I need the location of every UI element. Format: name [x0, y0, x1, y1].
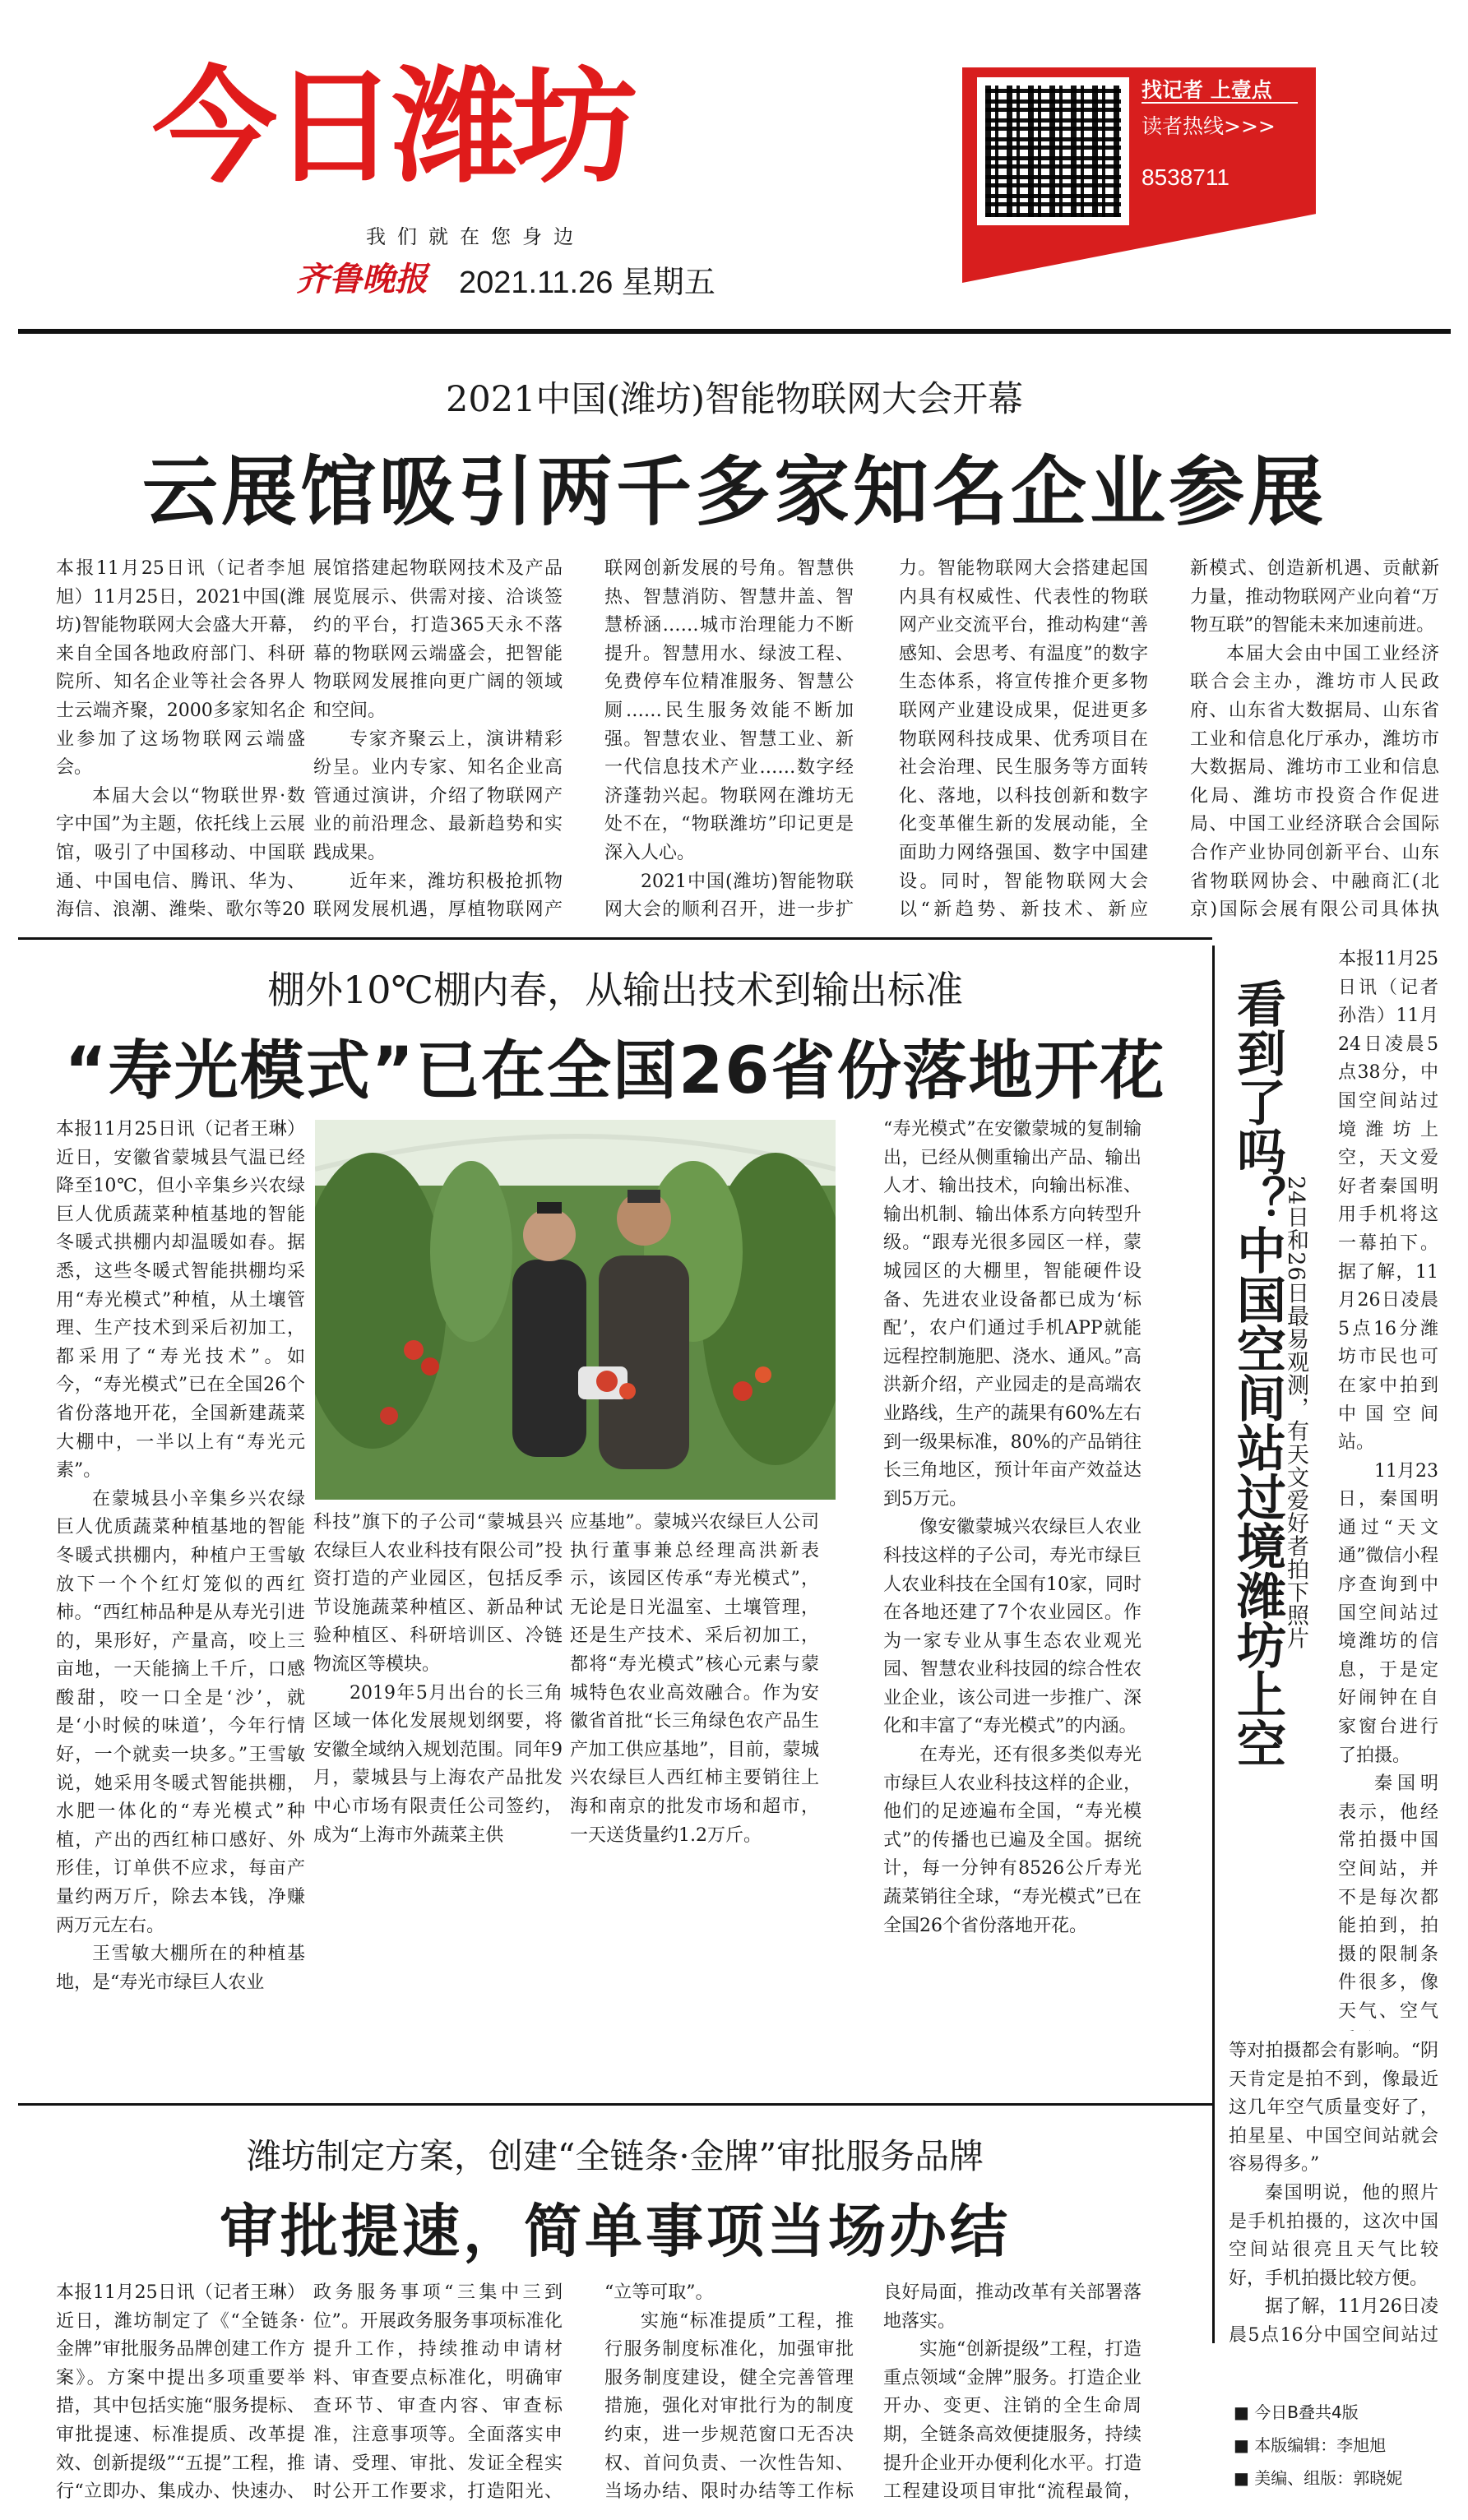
footer-designer-text: 美编、组版：郭晓妮 — [1254, 2468, 1403, 2488]
article3-col1 — [56, 2279, 305, 2509]
article2-col-right-text-para: 像安徽蒙城兴农绿巨人农业科技这样的子公司，寿光市绿巨人农业科技在全国有10家，同时在各地还建了7个农业园区。作为一家专业从事生态农业观光园、智慧农业科技园的综合性农业企业，该公司进一步推广、深化和丰富了“寿光模式”的内涵。 — [883, 1517, 1142, 1737]
footer-editor-text: 本版编辑：李旭旭 — [1254, 2435, 1387, 2455]
article2-col-mid1-text-para: 科技”旗下的子公司“蒙城县兴农绿巨人农业科技有限公司”投资打造的产业园区，包括反季节设施蔬菜种植区、新品种试验种植区、科研培训区、冷链物流区等模块。 — [313, 1512, 563, 1675]
article4-col-bottom — [1229, 2037, 1438, 2350]
footer-designer: ■ 美编、组版：郭晓妮 — [1234, 2468, 1403, 2488]
article1-headline: 云展馆吸引两千多家知名企业参展 — [141, 448, 1327, 536]
article2-col-right-text-para: 在寿光，还有很多类似寿光市绿巨人农业科技这样的企业，他们的足迹遍布全国，“寿光模式”的传播也已遍及全国。据统计，每一分钟有8526公斤寿光蔬菜销往全球，“寿光模式”已在全国26个省份落地开花。 — [883, 1745, 1142, 1936]
issue-date: 2021.11.26 星期五 — [459, 266, 715, 300]
article1-col2 — [313, 555, 563, 927]
article2-col-left-text-para: 本报11月25日讯（记者王琳）近日，安徽省蒙城县气温已经降至10℃，但小辛集乡兴农绿巨人优质蔬菜种植基地的智能冬暖式拱棚内却温暖如春。据悉，这些冬暖式智能拱棚均采用“寿光模式”种植，从土壤管理、生产技术到采后初加工，都采用了“寿光技术”。如今，“寿光模式”已在全国26个省份落地开花，全国新建蔬菜大棚中，一半以上有“寿光元素”。 — [56, 1119, 305, 1482]
greenhouse-photo-image — [315, 1120, 836, 1500]
article4-left-rule — [1212, 946, 1215, 2343]
article1-col2-text-para: 专家齐聚云上，演讲精彩纷呈。业内专家、知名企业高管通过演讲，介绍了物联网产业的前沿理念、最新趋势和实践成果。 — [313, 728, 563, 863]
article2-col-left-text-para: 王雪敏大棚所在的种植基地，是“寿光市绿巨人农业 — [56, 1944, 305, 1993]
article4-col-bottom-text-para: 等对拍摄都会有影响。“阴天肯定是拍不到，像最近这几年空气质量变好了，拍星星、中国空间站就会容易得多。” — [1229, 2041, 1438, 2176]
masthead-slogan: 我们就在您身边 — [366, 225, 585, 248]
masthead-name: 今日潍坊 — [152, 54, 632, 200]
article1-col5 — [1190, 555, 1439, 927]
qr-code-icon[interactable] — [977, 77, 1129, 225]
article4-col-top-text-para: 秦国明表示，他经常拍摄中国空间站，并不是每次都能拍到，拍摄的限制条件很多，像天气、空气 — [1338, 1773, 1438, 2022]
article4-col-top-text-para: 11月23日，秦国明通过“天文通”微信小程序查询到中国空间站过境潍坊的信息，于是定好闹钟在自家窗台进行了拍摄。 — [1338, 1460, 1438, 1766]
article1-col2-text-para: 近年来，潍坊积极抢抓物联网发展机遇，厚植物联网产 — [313, 871, 563, 921]
article3-col3-text-para: 实施“标准提质”工程，推行服务制度标准化，加强审批服务制度建设，健全完善管理措施，强化对审批行为的制度约束，进一步规范窗口无否决权、首问负责、一次性告知、当场办结、限时办结等工作标 — [604, 2310, 854, 2503]
article4-headline: 看到了吗？中国空间站过境潍坊上空 — [1229, 978, 1286, 1768]
hotline-divider — [1142, 102, 1298, 104]
article2-col-mid1 — [313, 1509, 563, 2094]
greenhouse-photo — [315, 1120, 836, 1500]
article3-col1-text-para: 本报11月25日讯（记者王琳）近日，潍坊制定了《“全链条·金牌”审批服务品牌创建工作方案》。方案中提出多项重要举措，其中包括实施“服务提标、审批提速、标准提质、改革提效、创新提级”“五提”工程，推行“立即办、集成办、快速办、 — [56, 2282, 305, 2503]
article3-col4-text-para: 实施“创新提级”工程，打造重点领域“金牌”服务。打造企业开办、变更、注销的全生命周期，全链条高效便捷服务，持续提升企业开办便利化水平。打造工程建设项目审批“流程最简， — [883, 2339, 1142, 2503]
article1-bottom-rule — [18, 937, 1212, 940]
top-rule — [18, 329, 1451, 334]
article4-col-top-text-para: 本报11月25日讯（记者孙浩）11月24日凌晨5点38分，中国空间站过境潍坊上空，天文爱好者秦国明用手机将这一幕拍下。据了解，11月26日凌晨5点16分潍坊市民也可在家中拍到中国空间站。 — [1338, 949, 1438, 1454]
article2-col-mid2-text: 应基地”。蒙城兴农绿巨人公司执行董事兼总经理高洪新表示，该园区传承“寿光模式”，无论是日光温室、土壤管理，还是生产技术、采后初加工，都将“寿光模式”核心元素与蒙城特色农业高效融合。作为安徽省首批“长三角绿色农产品生产加工供应基地”，目前，蒙城兴农绿巨人西红柿主要销往上海和南京的批发市场和超市，一天送货量约1.2万斤。 — [570, 1512, 819, 1846]
article1-col1-text-para: 本届大会以“物联世界·数字中国”为主题，依托线上云展馆，吸引了中国移动、中国联通、中国电信、腾讯、华为、海信、浪潮、潍柴、歌尔等20 — [56, 785, 305, 921]
article1-col3-text-para: 联网创新发展的号角。智慧供热、智慧消防、智慧井盖、智慧桥涵……城市治理能力不断提升。智慧用水、绿波工程、免费停车位精准服务、智慧公厕……民生服务效能不断加强。智慧农业、智慧工业、新一代信息技术产业……数字经济蓬勃兴起。物联网在潍坊无处不在，“物联潍坊”印记更是深入人心。 — [604, 558, 854, 863]
article3-col2 — [313, 2279, 563, 2509]
article2-col-left-text-para: 在蒙城县小辛集乡兴农绿巨人优质蔬菜种植基地的智能冬暖式拱棚内，种植户王雪敏放下一个个红灯笼似的西红柿。“西红柿品种是从寿光引进的，果形好，产量高，咬上三亩地，一天能摘上千斤，口感酸甜，咬一口全是‘沙’，就是‘小时候的味道’，今年行情好，一个就卖一块多。”王雪敏说，她采用冬暖式智能拱棚，水肥一体化的“寿光模式”种植，产出的西红柿口感好、外形佳，订单供不应求，每亩产量约两万斤，除去本钱，净赚两万元左右。 — [56, 1488, 305, 1936]
find-reporter-text: 找记者 上壹点 — [1142, 78, 1272, 102]
article1-col1-text-para: 本报11月25日讯（记者李旭旭）11月25日，2021中国(潍坊)智能物联网大会盛大开幕，来自全国各地政府部门、科研院所、知名企业等社会各界人士云端齐聚，2000多家知名企业参加了这场物联网云端盛会。 — [56, 558, 305, 779]
article3-col3-text-para: “立等可取”。 — [604, 2282, 714, 2303]
article1-col3-text-para: 2021中国(潍坊)智能物联网大会的顺利召开，进一步扩 — [604, 871, 854, 921]
article4-col-bottom-text-para: 秦国明说，他的照片是手机拍摄的，这次中国空间站很亮且天气比较好，手机拍摄比较方便。 — [1229, 2182, 1438, 2289]
article2-col-left — [56, 1116, 305, 2094]
hotline-number: 8538711 — [1142, 164, 1230, 190]
article3-col3 — [604, 2279, 854, 2509]
article1-col4 — [899, 555, 1148, 927]
hotline-label: 读者热线>>> — [1142, 114, 1276, 138]
article3-headline: 审批提速，简单事项当场办结 — [220, 2198, 1011, 2265]
article1-kicker: 2021中国(潍坊)智能物联网大会开幕 — [446, 379, 1023, 420]
article1-col5-text-para: 本届大会由中国工业经济联合会主办，潍坊市人民政府、山东省大数据局、山东省工业和信息化厅承办，潍坊市大数据局、潍坊市工业和信息化局、潍坊市投资合作促进局、中国工业经济联合会国际合作产业协同创新平台、山东省物联网协会、中融商汇(北京)国际会展有限公司具体执 — [1190, 643, 1439, 921]
article4-subhead: 24日和26日最易观测，有天文爱好者拍下照片 — [1283, 1176, 1308, 1650]
article2-headline: “寿光模式”已在全国26省份落地开花 — [64, 1034, 1166, 1108]
article2-col-right — [883, 1116, 1142, 2094]
article3-col4-text-para: 良好局面，推动改革有关部署落地落实。 — [883, 2282, 1142, 2332]
article1-col3 — [604, 555, 854, 927]
article4-col-bottom-text-para: 据了解，11月26日凌晨5点16分中国空间站过 — [1229, 2296, 1438, 2346]
article2-col-mid1-text-para: 2019年5月出台的长三角区域一体化发展规划纲要，将安徽全域纳入规划范围。同年9月，蒙城县与上海农产品批发中心市场有限责任公司签约，成为“上海市外蔬菜主供 — [313, 1682, 563, 1846]
article1-col5-text-para: 新模式、创造新机遇、贡献新力量，推动物联网产业向着“万物互联”的智能未来加速前进。 — [1190, 558, 1439, 636]
article1-col4-text: 力。智能物联网大会搭建起国内具有权威性、代表性的物联网产业交流平台，推动构建“善感知、会思考、有温度”的数字生态体系，将宣传推介更多物联网产业建设成果，促进更多物联网科技成果、优秀项目在社会治理、民生服务等方面转化、落地，以科技创新和数字化变革催生新的发展动能，全面助力网络强国、数字中国建设。同时，智能物联网大会以“新趋势、新技术、新应 — [899, 558, 1148, 921]
article4-col-top — [1338, 946, 1438, 2031]
article1-col2-text-para: 展馆搭建起物联网技术及产品展览展示、供需对接、洽谈签约的平台，打造365天永不落幕的物联网云端盛会，把智能物联网发展推向更广阔的领域和空间。 — [313, 558, 563, 721]
article1-col1 — [56, 555, 305, 927]
footer-pages: ■ 今日B叠共4版 — [1234, 2402, 1359, 2422]
footer-editor: ■ 本版编辑：李旭旭 — [1234, 2435, 1387, 2455]
footer-pages-text: 今日B叠共4版 — [1254, 2402, 1359, 2422]
paper-name-logo: 齐鲁晚报 — [296, 260, 428, 298]
article2-kicker: 棚外10℃棚内春，从输出技术到输出标准 — [267, 968, 963, 1012]
article2-col-mid2 — [570, 1509, 819, 2094]
article3-col4 — [883, 2279, 1142, 2509]
article3-kicker: 潍坊制定方案，创建“全链条·金牌”审批服务品牌 — [246, 2136, 984, 2176]
article2-col-right-text-para: “寿光模式”在安徽蒙城的复制输出，已经从侧重输出产品、输出人才、输出技术，向输出标准、输出机制、输出体系方向转型升级。“跟寿光很多园区一样，蒙城园区的大棚里，智能硬件设备、先进农业设备都已成为‘标配’，农户们通过手机APP就能远程控制施肥、浇水、通风。”高洪新介绍，产业园走的是高端农业路线，生产的蔬果有60%左右到一级果标准，80%的产品销往长三角地区，预计年亩产效益达到5万元。 — [883, 1119, 1142, 1510]
article3-col2-text-para: 政务服务事项“三集中三到位”。开展政务服务事项标准化提升工作，持续推动申请材料、审查要点标准化，明确审查环节、审查内容、审查标准，注意事项等。全面落实申请、受理、审批、发证全程实时公开工作要求，打造阳光、 — [313, 2282, 563, 2503]
article2-bottom-rule — [18, 2103, 1212, 2106]
